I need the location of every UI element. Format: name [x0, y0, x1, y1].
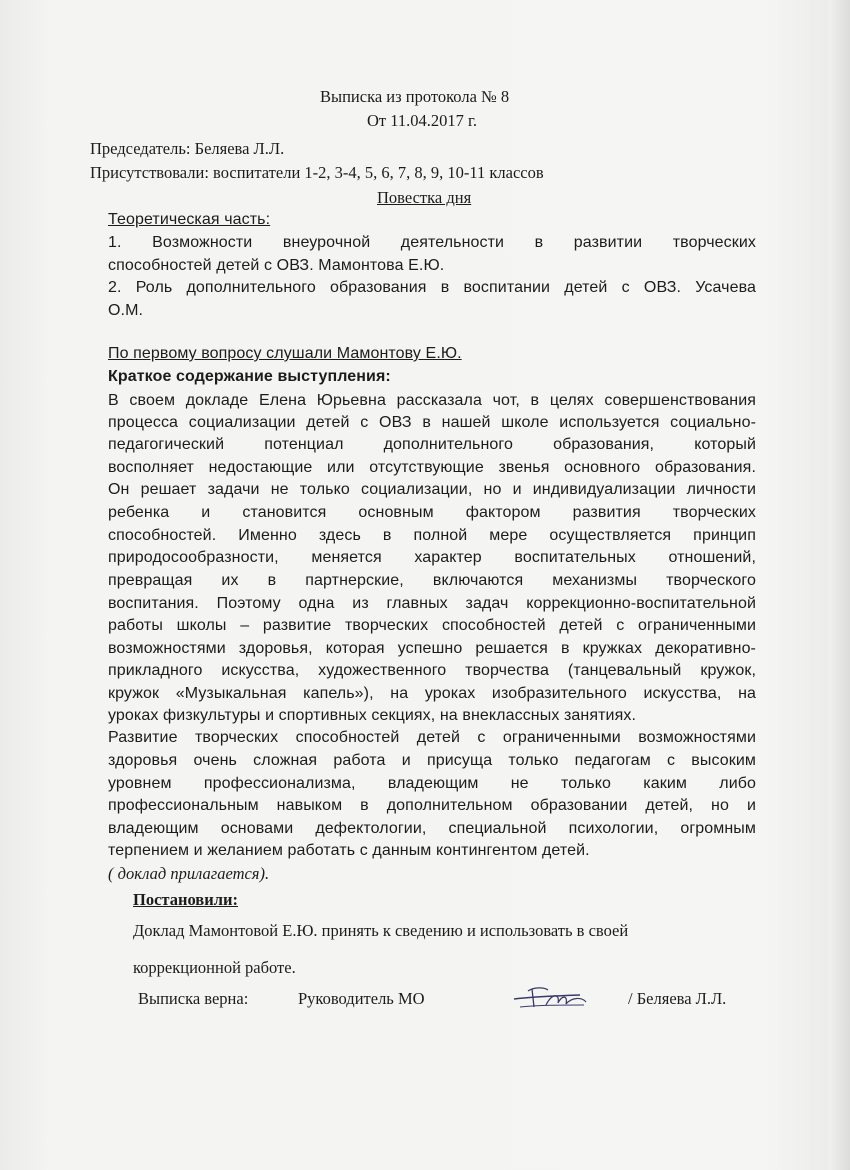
resolved-text: Доклад Мамонтовой Е.Ю. принять к сведению и использовать в своей: [133, 921, 629, 940]
summary-line: профессиональным навыком в дополнительном образовании детей, но и: [108, 797, 756, 814]
summary-line: владеющим основами дефектологии, специальной психологии, огромным: [108, 820, 756, 837]
summary-line: превращая их в партнерские, включаются механизмы творческого: [108, 572, 756, 589]
signer-name: / Беляева Л.Л.: [628, 989, 727, 1008]
agenda-item-1-cont: способностей детей с ОВЗ. Мамонтова Е.Ю.: [108, 257, 445, 274]
theory-heading: Теоретическая часть:: [108, 211, 271, 228]
summary-line: природосообразности, меняется характер воспитательных отношений,: [108, 549, 756, 566]
agenda-heading: Повестка дня: [377, 188, 472, 207]
summary-line: восполняет недостающие или отсутствующие звенья основного образования.: [108, 459, 756, 476]
summary-line: прикладного искусства, художественного творчества (танцевальный кружок,: [108, 662, 756, 679]
summary-line: ребенка и становится основным фактором развития творческих: [108, 504, 756, 521]
summary-line: здоровья очень сложная работа и присуща только педагогам с высоким: [108, 752, 756, 769]
summary-line: уроках физкультуры и спортивных секциях, на внеклассных занятиях.: [108, 707, 636, 724]
agenda-item-2-cont: О.М.: [108, 302, 144, 319]
attached-note: ( доклад прилагается).: [108, 864, 270, 883]
summary-heading: Краткое содержание выступления:: [108, 368, 391, 385]
summary-line: возможностями здоровья, которая успешно решается в кружках декоративно-: [108, 640, 756, 657]
summary-line: В своем докладе Елена Юрьевна рассказала чот, в целях совершенствования: [108, 392, 756, 409]
present-line: Присутствовали: воспитатели 1-2, 3-4, 5, 6, 7, 8, 9, 10-11 классов: [90, 163, 544, 182]
summary-line: Он решает задачи не только социализации, но и индивидуализации личности: [108, 481, 756, 498]
summary-line: уровнем профессионализма, владеющим не только каким либо: [108, 775, 756, 792]
first-question: По первому вопросу слушали Мамонтову Е.Ю.: [108, 345, 462, 362]
summary-line: педагогический потенциал дополнительного образования, который: [108, 436, 756, 453]
document-title: Выписка из протокола № 8: [320, 87, 510, 106]
summary-line: кружок «Музыкальная капель»), на уроках изобразительного искусства, на: [108, 685, 756, 702]
agenda-item-1: 1. Возможности внеурочной деятельности в развитии творческих: [108, 234, 756, 251]
signature-icon: [510, 983, 590, 1013]
resolved-text-cont: коррекционной работе.: [133, 958, 296, 977]
summary-line: Развитие творческих способностей детей с ограниченными возможностями: [108, 729, 756, 746]
document-date: От 11.04.2017 г.: [367, 111, 478, 130]
agenda-item-2: 2. Роль дополнительного образования в воспитании детей с ОВЗ. Усачева: [108, 279, 756, 296]
summary-line: работы школы – развитие творческих способностей детей с ограниченными: [108, 617, 756, 634]
paper-edge: [828, 0, 850, 1170]
summary-line: терпением и желанием работать с данным контингентом детей.: [108, 842, 590, 859]
verified-label: Выписка верна:: [138, 989, 249, 1008]
resolved-heading: Постановили:: [133, 890, 238, 909]
chair-line: Председатель: Беляева Л.Л.: [90, 139, 285, 158]
summary-line: способностей. Именно здесь в полной мере осуществляется принцип: [108, 527, 756, 544]
summary-line: воспитания. Поэтому одна из главных задач коррекционно-воспитательной: [108, 595, 756, 612]
summary-line: процесса социализации детей с ОВЗ в нашей школе используется социально-: [108, 414, 756, 431]
role-label: Руководитель МО: [298, 989, 425, 1008]
